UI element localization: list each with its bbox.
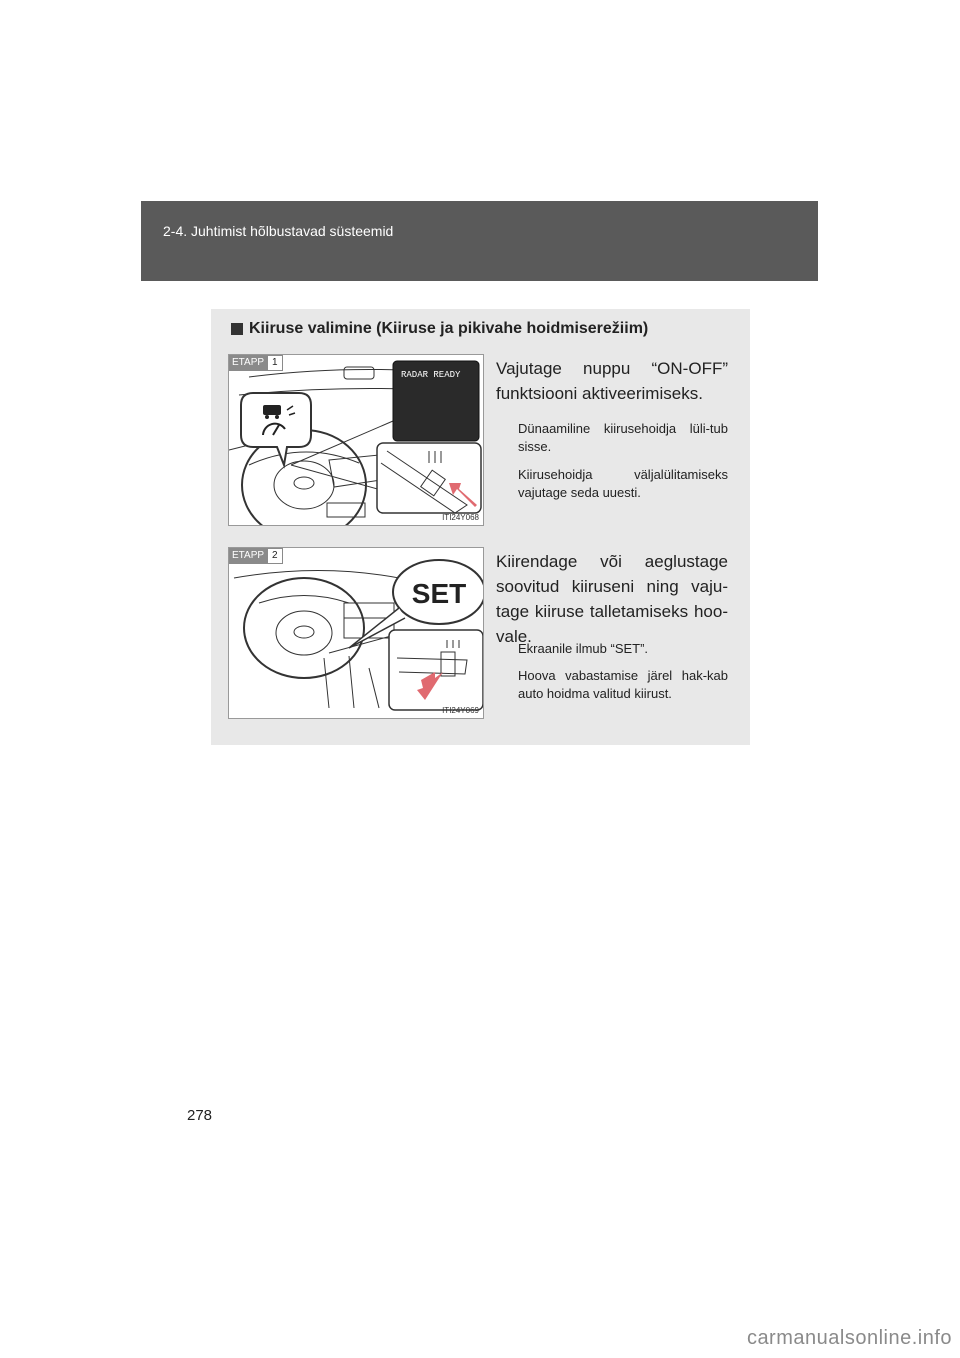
info-panel [211,309,750,745]
step2-note-1: Ekraanile ilmub “SET”. [518,641,649,656]
watermark: carmanualsonline.info [746,1327,952,1349]
panel-title-text: Kiiruse valimine (Kiiruse ja pikivahe hoidmiserežiim) [249,320,649,337]
header-band [141,201,818,281]
section-title: 2-4. Juhtimist hõlbustavad süsteemid [163,223,394,239]
step2-instruction: Kiirendage või aeglustage soovitud kiiruseni ning vaju-tage kiiruse talletamiseks hoo-vale. [496,552,728,646]
step2-badge [229,548,283,564]
step-badge-word: ETAPP [229,548,267,564]
step-badge-word: ETAPP [229,355,267,371]
step-badge-number: 2 [267,548,283,564]
step1-note-1: Dünaamiline kiirusehoidja lüli-tub sisse. [518,421,728,454]
step1-figure [228,354,484,526]
set-display-text: SET [411,578,467,609]
step1-badge [229,355,283,371]
step1-instruction: Vajutage nuppu “ON-OFF” funktsiooni aktiveerimiseks. [496,359,728,403]
panel-title [231,320,648,338]
step1-note-2: Kiirusehoidja väljalülitamiseks vajutage seda uuesti. [518,467,728,500]
radar-ready-text: RADAR READY [401,370,461,380]
dashboard-illustration-2 [229,548,484,719]
figure-code: ITI24Y069 [442,706,479,715]
step2-figure [228,547,484,719]
dashboard-illustration-1 [229,355,484,526]
step-badge-number: 1 [267,355,283,371]
page-number: 278 [187,1107,213,1124]
black-square-icon [231,323,243,335]
step2-note-2: Hoova vabastamise järel hak-kab auto hoidma valitud kiirust. [518,668,728,701]
figure-code: ITI24Y068 [442,513,479,522]
